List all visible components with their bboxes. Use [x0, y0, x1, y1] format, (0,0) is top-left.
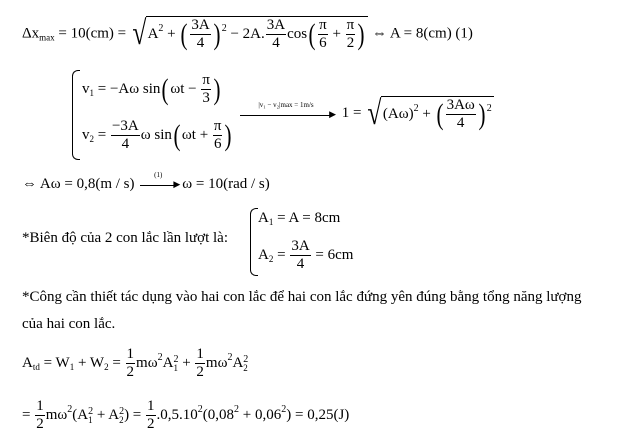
- delta-x-value: = 10(cm) =: [54, 25, 130, 42]
- omega-equation: ⇔ Aω = 0,8(m / s) (1) ▶ ω = 10(rad / s): [22, 171, 270, 192]
- fraction-3a-4: $\frac{3A}{4}$: [191, 17, 210, 51]
- final-energy-result: = 0,25(J): [291, 406, 350, 423]
- sqrt-icon: √: [367, 95, 382, 132]
- amplitude-text: *Biên độ của 2 con lắc lần lượt là:: [22, 230, 229, 246]
- v2-equation: $v_2$ = $\frac{-3A}{4}$ ω sin( ωt + $\frac{\pi}{6}$ ): [82, 118, 232, 152]
- final-result-equation: = $\frac{1}{2}$ $m\omega^2(A$ 2 1 + A 2 2 ) = $\frac{1}{2}$ $.0,5.10^2(0,08^2 + 0,06^2) = 0,25(J)$: [22, 398, 350, 432]
- a1-equation: $A_1 = A = 8cm$: [258, 210, 341, 227]
- system-implication: |v₁ − v₂|max = 1m/s ▶ $1 = √(A\omega)^2$ + ( $\frac{3A\omega}{4}$ ) $^2$: [240, 96, 494, 132]
- a2-equation: $A_2$ = $\frac{3A}{4}$ = 6cm: [258, 238, 354, 272]
- right-arrow-icon: (1) ▶: [140, 183, 176, 186]
- system-brace: [72, 70, 80, 160]
- delta-x-max-equation: [22, 16, 473, 52]
- max-subscript: max: [39, 32, 55, 43]
- v1-equation: $v_1 = -A\omega$ sin( ωt − $\frac{\pi}{3}$ ): [82, 72, 221, 106]
- right-arrow-icon: |v₁ − v₂|max = 1m/s ▶: [240, 113, 332, 116]
- work-explanation-line1: *Công cần thiết tác dụng vào hai con lắc để hai con lắc đứng yên đúng bằng tổng năng lượng: [22, 289, 582, 305]
- work-equation: $A_{td} = W_1 + W_2$ = $\frac{1}{2}$ $m\omega^2A$ 2 1 + $\frac{1}{2}$ $m\omega^2A$ 2 2: [22, 346, 249, 380]
- sqrt-content: $A^2$ + ( $\frac{3A}{4}$ ) $^2$ − 2A. $\frac{3A}{4}$ cos( $\frac{\pi}{6}$ + $\frac{\pi}{2}$ ): [146, 16, 369, 52]
- amplitude-result: ⇔ A = 8(cm) (1): [368, 25, 473, 42]
- work-explanation-line2: của hai con lắc.: [22, 316, 116, 332]
- delta-x-symbol: Δx: [22, 25, 40, 42]
- amplitude-brace: [250, 208, 258, 276]
- sqrt-icon: √: [132, 15, 147, 52]
